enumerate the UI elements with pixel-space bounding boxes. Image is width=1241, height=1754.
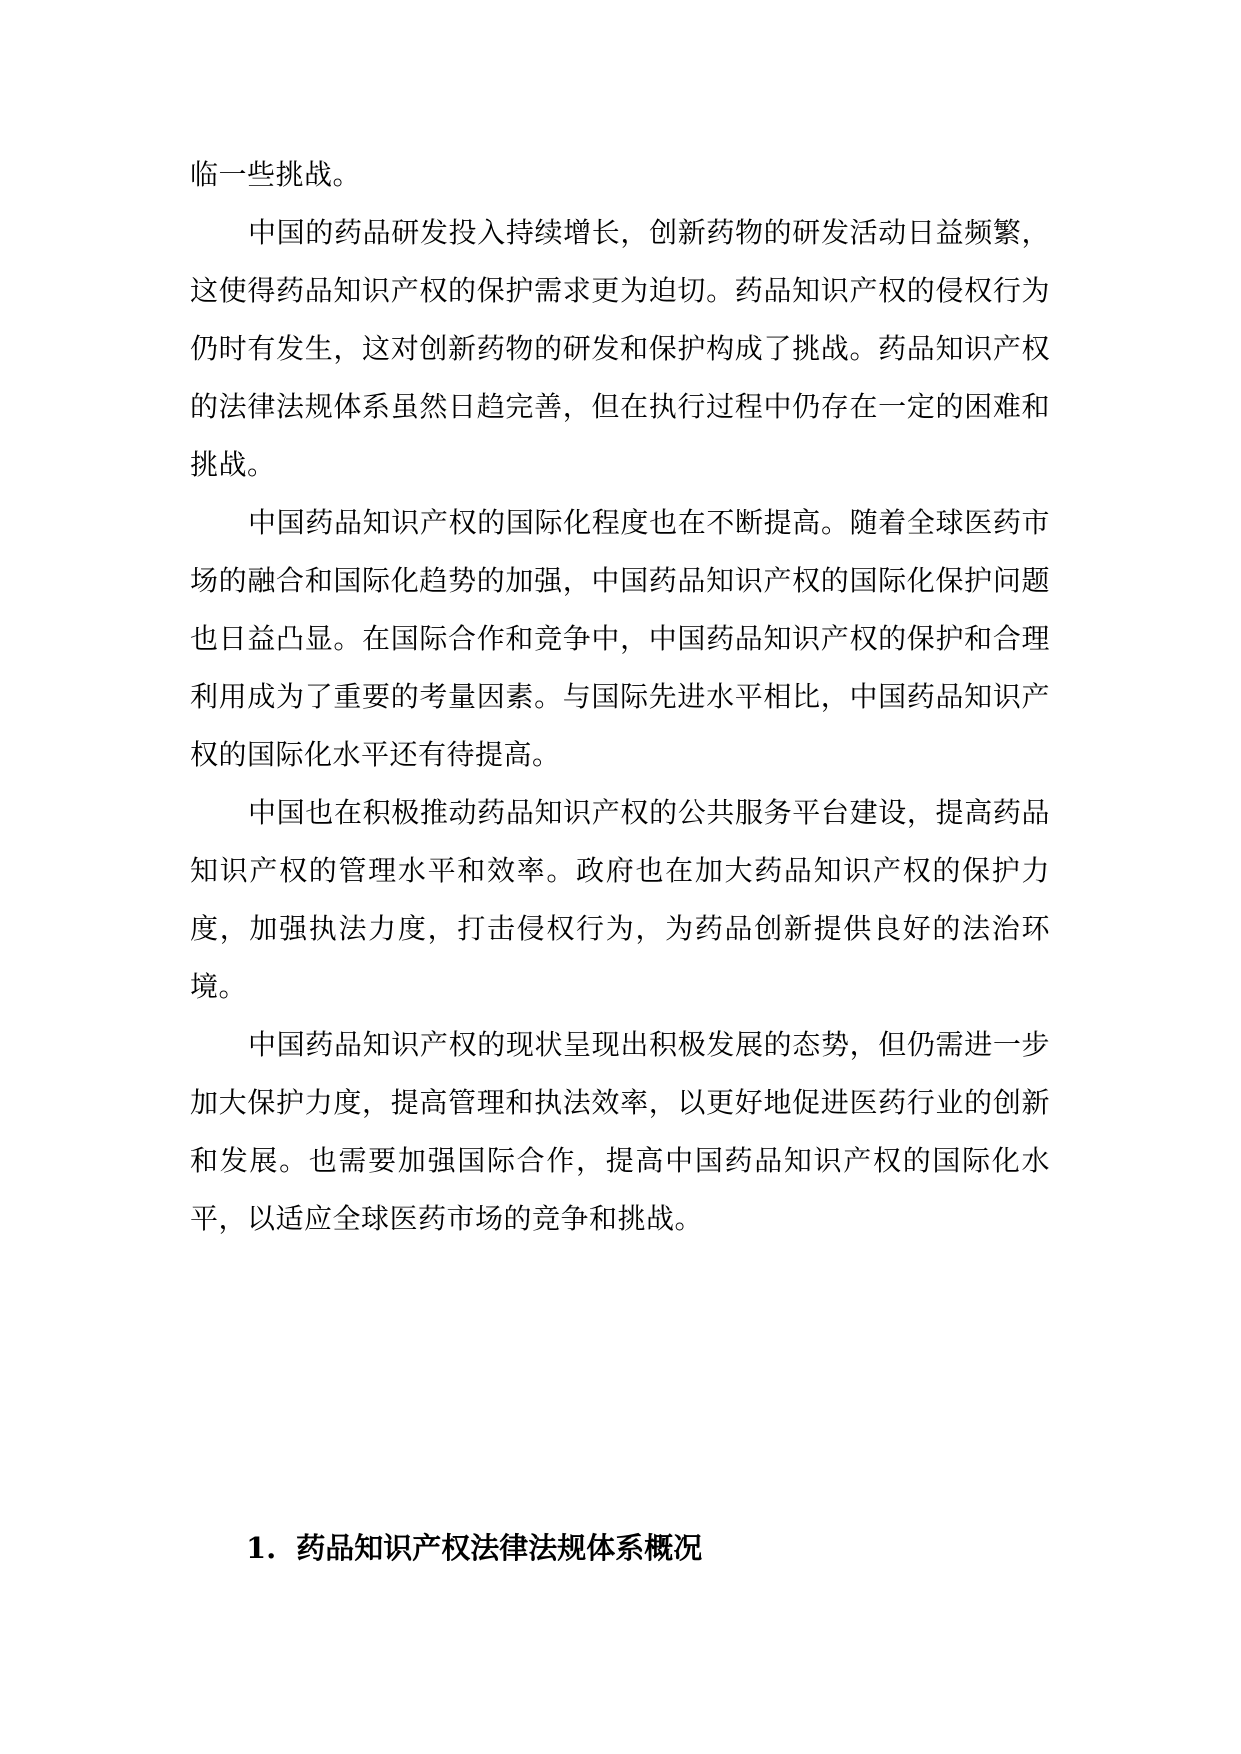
section-title: 药品知识产权法律法规体系概况 [296, 1531, 703, 1565]
section-number: 1. [246, 1531, 277, 1565]
paragraph-research-investment: 中国的药品研发投入持续增长，创新药物的研发活动日益频繁，这使得药品知识产权的保护需求更为迫切。药品知识产权的侵权行为仍时有发生，这对创新药物的研发和保护构成了挑战。药品知识产权的法律法规体系虽然日趋完善，但在执行过程中仍存在一定的困难和挑战。 [190, 216, 1050, 481]
section-heading [246, 1528, 702, 1568]
body-text [190, 146, 1050, 1248]
continuation-paragraph: 临一些挑战。 [190, 158, 362, 191]
paragraph-internationalization: 中国药品知识产权的国际化程度也在不断提高。随着全球医药市场的融合和国际化趋势的加强，中国药品知识产权的国际化保护问题也日益凸显。在国际合作和竞争中，中国药品知识产权的保护和合理利用成为了重要的考量因素。与国际先进水平相比，中国药品知识产权的国际化水平还有待提高。 [190, 506, 1050, 771]
paragraph-current-status: 中国药品知识产权的现状呈现出积极发展的态势，但仍需进一步加大保护力度，提高管理和执法效率，以更好地促进医药行业的创新和发展。也需要加强国际合作，提高中国药品知识产权的国际化水平，以适应全球医药市场的竞争和挑战。 [190, 1028, 1050, 1235]
paragraph-public-service-platform: 中国也在积极推动药品知识产权的公共服务平台建设，提高药品知识产权的管理水平和效率。政府也在加大药品知识产权的保护力度，加强执法力度，打击侵权行为，为药品创新提供良好的法治环境。 [190, 796, 1050, 1003]
